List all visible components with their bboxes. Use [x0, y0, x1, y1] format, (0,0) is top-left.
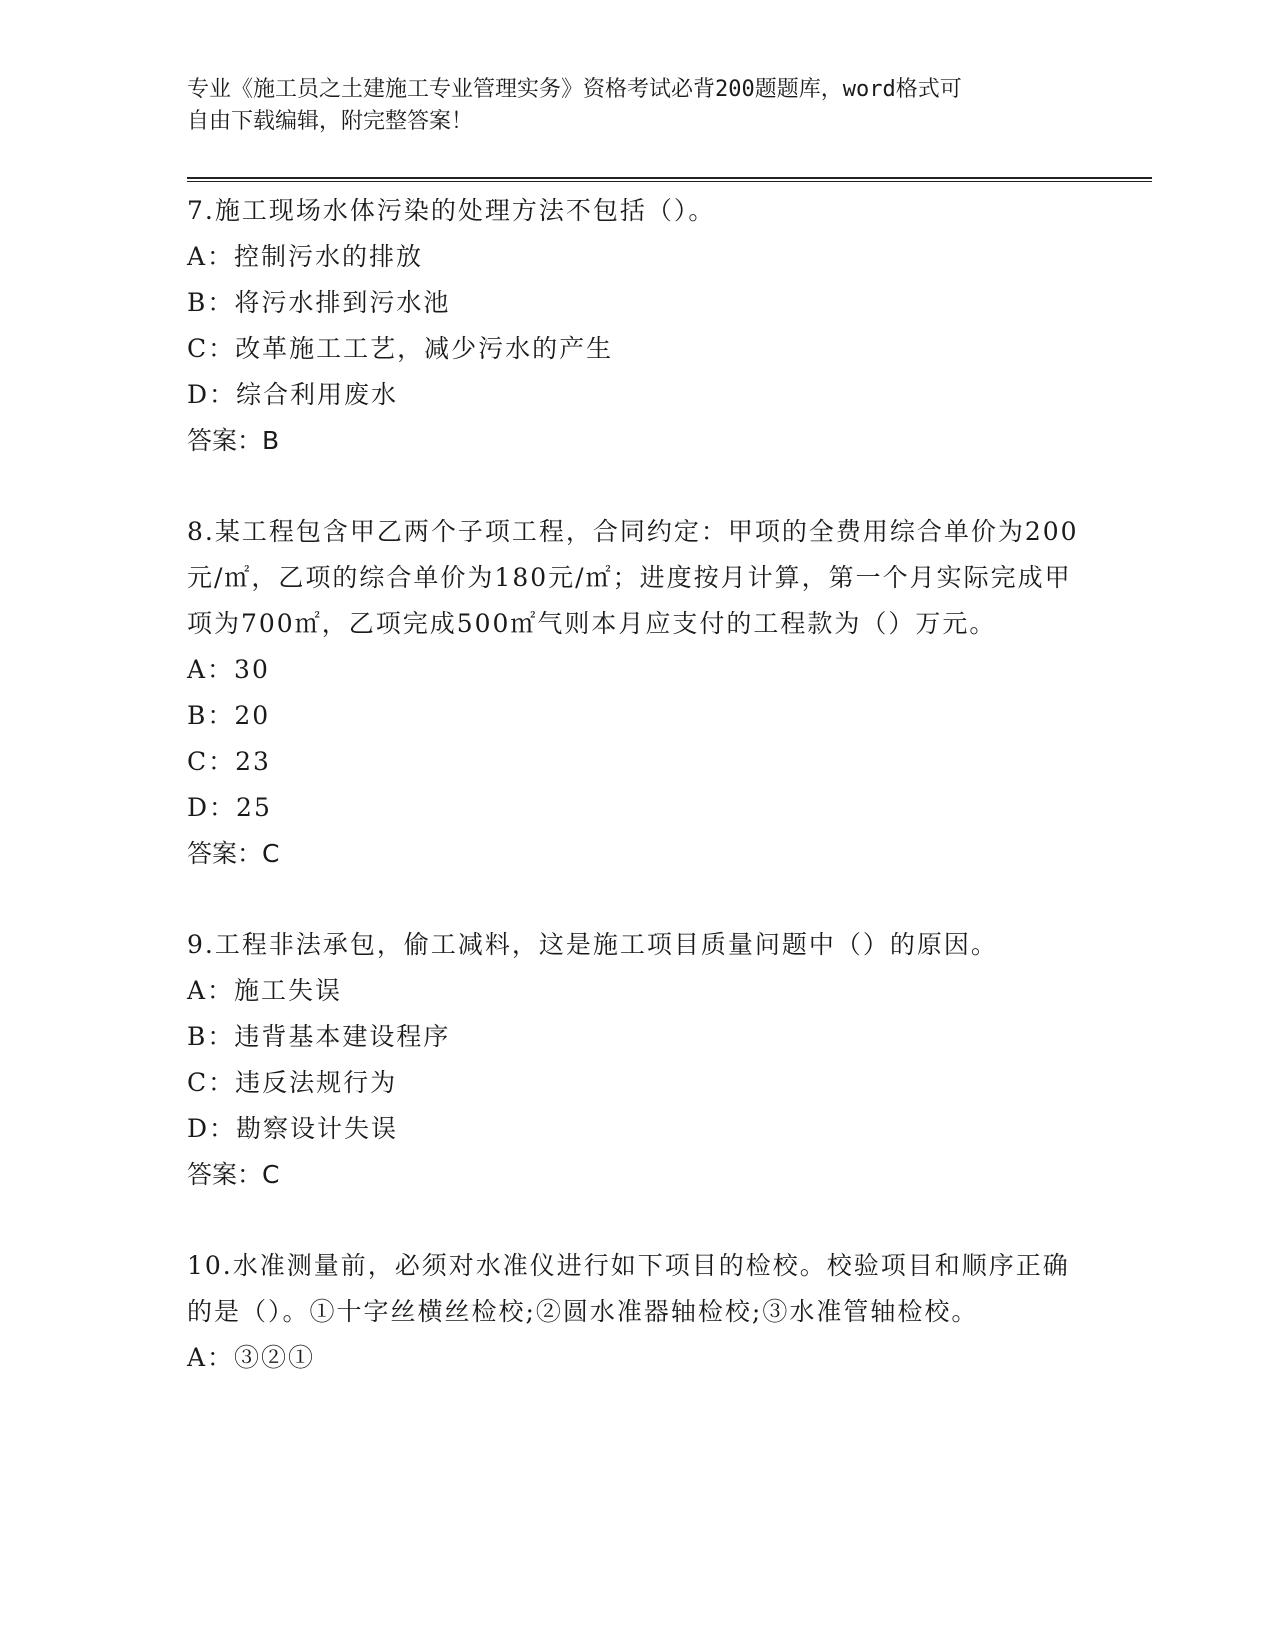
- option-d: D：25: [187, 793, 272, 822]
- question-10: [187, 1243, 1087, 1381]
- option-d: D：综合利用废水: [187, 380, 399, 409]
- question-stem: 8.某工程包含甲乙两个子项工程，合同约定：甲项的全费用综合单价为200元/㎡，乙项的综合单价为180元/㎡；进度按月计算，第一个月实际完成甲项为700㎡，乙项完成500㎡气则本月应支付的工程款为（）万元。: [187, 517, 1079, 638]
- option-b: B：20: [187, 701, 271, 730]
- option-c: C：违反法规行为: [187, 1068, 398, 1097]
- option-a: A：30: [187, 655, 270, 684]
- question-list: [187, 188, 1087, 1426]
- answer: 答案：B: [187, 426, 280, 455]
- question-stem: 7.施工现场水体污染的处理方法不包括（）。: [187, 196, 716, 225]
- option-b: B：将污水排到污水池: [187, 288, 451, 317]
- answer: 答案：C: [187, 1160, 280, 1189]
- question-stem: 10.水准测量前，必须对水准仪进行如下项目的检校。校验项目和顺序正确的是（）。①十字丝横丝检校;②圆水准器轴检校;③水准管轴检校。: [187, 1251, 1070, 1326]
- question-stem: 9.工程非法承包，偷工减料，这是施工项目质量问题中（）的原因。: [187, 930, 998, 959]
- option-a: A：施工失误: [187, 976, 343, 1005]
- question-9: [187, 922, 1087, 1198]
- answer: 答案：C: [187, 839, 280, 868]
- header-line-2: 自由下载编辑，附完整答案！: [187, 109, 474, 134]
- header-line-1: 专业《施工员之土建施工专业管理实务》资格考试必背200题题库，word格式可: [187, 77, 962, 102]
- question-8: [187, 509, 1087, 877]
- header-divider: [187, 177, 1152, 182]
- option-d: D：勘察设计失误: [187, 1114, 399, 1143]
- option-b: B：违背基本建设程序: [187, 1022, 451, 1051]
- question-7: [187, 188, 1087, 464]
- option-a: A：控制污水的排放: [187, 242, 424, 271]
- option-a: A：③②①: [187, 1343, 316, 1372]
- document-header: [187, 74, 1067, 138]
- option-c: C：改革施工工艺，减少污水的产生: [187, 334, 614, 363]
- option-c: C：23: [187, 747, 271, 776]
